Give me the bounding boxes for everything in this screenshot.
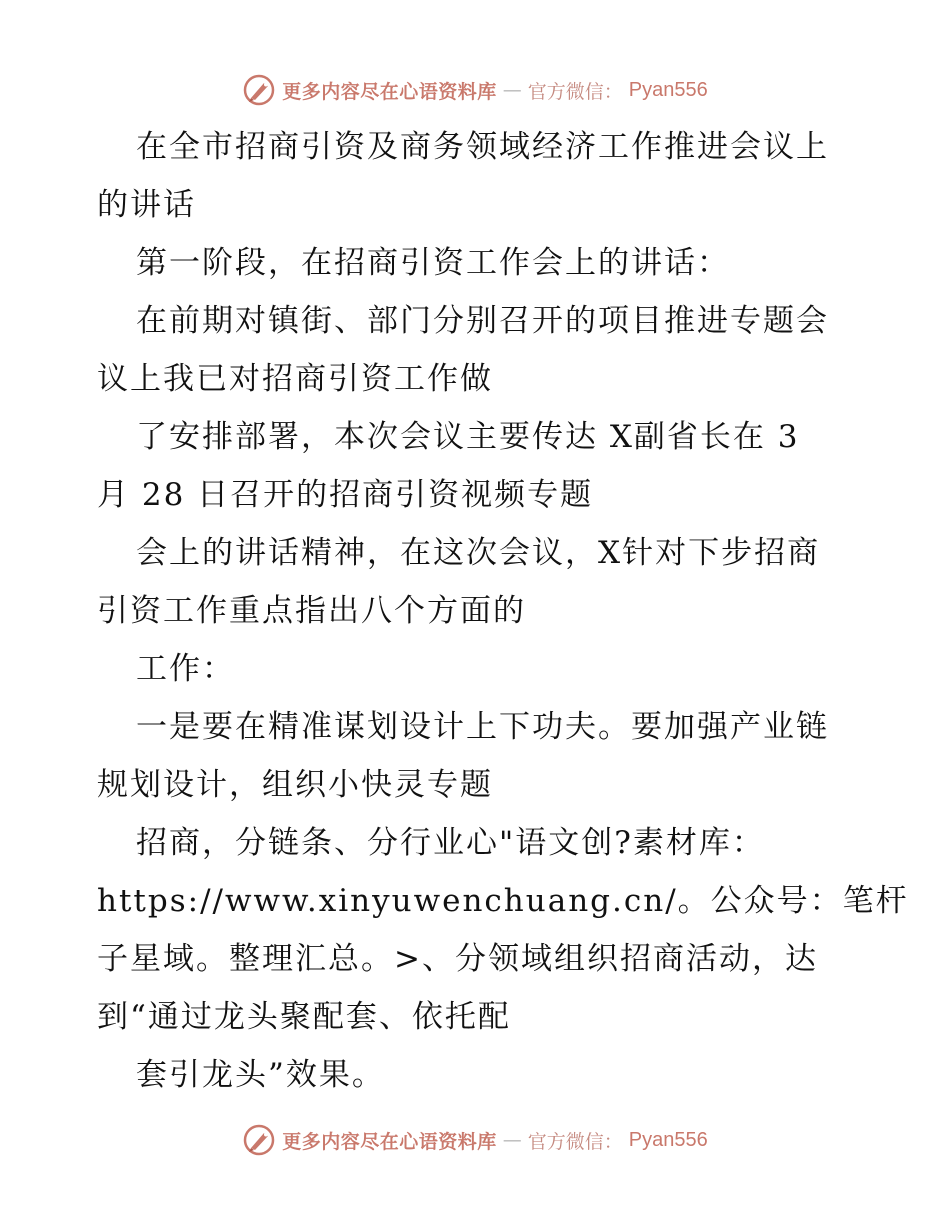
text-line: 招商，分链条、分行业心"语文创?素材库： [136, 825, 765, 861]
text-line: 工作： [136, 651, 235, 687]
text-line: 一是要在精准谋划设计上下功夫。要加强产业链 [136, 709, 829, 745]
text-line: 的讲话 [97, 187, 196, 223]
text-line: 在前期对镇街、部门分别召开的项目推进专题会 [136, 303, 829, 339]
document-body [97, 118, 909, 1104]
watermark-dash: — [502, 79, 522, 101]
watermark-contact-id: Pyan556 [628, 1128, 708, 1151]
watermark-brand: 更多内容尽在心语资料库 [282, 1130, 497, 1153]
text-line: 第一阶段，在招商引资工作会上的讲话： [136, 245, 730, 281]
watermark-dash: — [502, 1129, 522, 1151]
text-line: 规划设计，组织小快灵专题 [97, 767, 493, 803]
text-line: https://www.xinyuwenchuang.cn/。公众号：笔杆 [97, 883, 909, 919]
pen-logo-icon [242, 1123, 276, 1157]
text-line: 议上我已对招商引资工作做 [97, 361, 493, 397]
watermark-contact-label: 官方微信： [527, 80, 623, 103]
pen-logo-icon [242, 73, 276, 107]
text-line: 在全市招商引资及商务领域经济工作推进会议上 [136, 129, 829, 165]
watermark-contact-id: Pyan556 [628, 78, 708, 101]
text-line: 了安排部署，本次会议主要传达 X副省长在 3 [136, 419, 800, 455]
text-line: 套引龙头”效果。 [136, 1057, 385, 1093]
watermark-footer [0, 1120, 950, 1160]
watermark-brand: 更多内容尽在心语资料库 [282, 80, 497, 103]
text-line: 会上的讲话精神，在这次会议，X针对下步招商 [136, 535, 821, 571]
text-line: 子星域。整理汇总。>、分领域组织招商活动，达 [97, 941, 818, 977]
text-line: 到“通过龙头聚配套、依托配 [97, 999, 511, 1035]
watermark-header [0, 70, 950, 110]
text-line: 月 28 日召开的招商引资视频专题 [97, 477, 594, 513]
watermark-contact-label: 官方微信： [527, 1130, 623, 1153]
text-line: 引资工作重点指出八个方面的 [97, 593, 526, 629]
